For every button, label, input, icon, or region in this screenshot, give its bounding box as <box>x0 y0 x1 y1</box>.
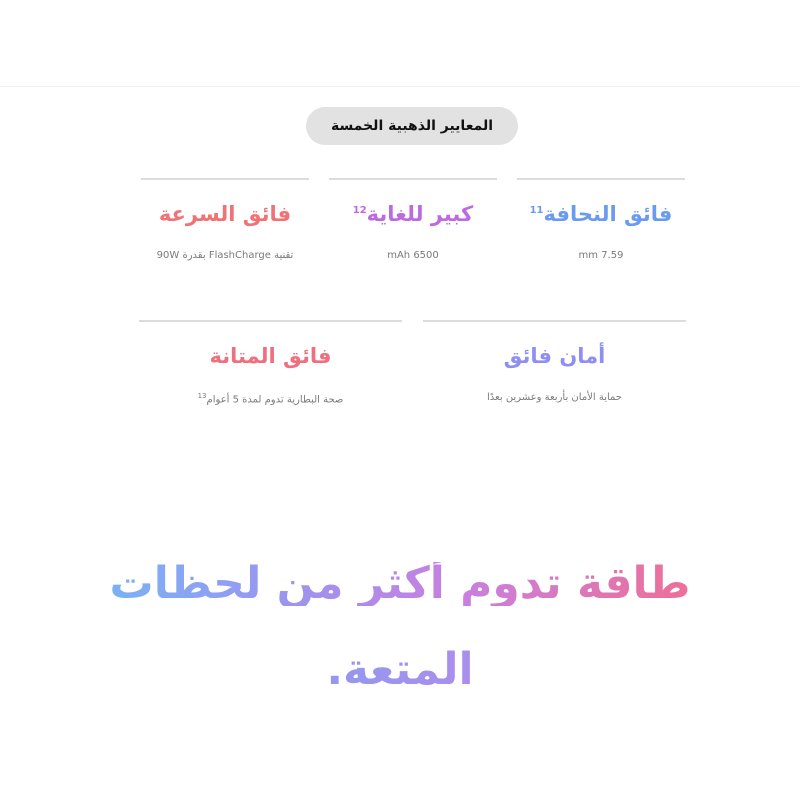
feature-card-ultra-fast <box>141 178 309 280</box>
feature-title: فائق النحافة$^{11}$ <box>529 202 673 226</box>
golden-standards-badge <box>306 107 518 145</box>
headline-line-1: طاقة تدوم أكثر من لحظات <box>100 562 700 606</box>
feature-subtitle: حماية الأمان بأربعة وعشرين بعدًا <box>487 392 622 403</box>
feature-subtitle: mm 7.59 <box>578 250 624 261</box>
feature-card-ultra-durable <box>139 320 402 422</box>
feature-title: فائق المتانة <box>209 344 332 368</box>
feature-title: فائق السرعة <box>158 202 292 226</box>
feature-subtitle: تقنية FlashCharge بقدرة 90W <box>156 250 294 261</box>
headline-line-2: المتعة. <box>100 648 700 692</box>
feature-title: أمان فائق <box>503 344 606 368</box>
top-divider <box>0 86 800 87</box>
feature-subtitle: صحة البطارية تدوم لمدة 5 أعوام$^{13}$ <box>197 392 344 406</box>
feature-card-ultra-thin <box>517 178 685 280</box>
golden-standards-label: المعايير الذهبية الخمسة <box>330 118 494 134</box>
feature-subtitle: mAh 6500 <box>387 250 439 261</box>
feature-card-extra-large <box>329 178 497 280</box>
feature-card-ultra-safe <box>423 320 686 422</box>
feature-title: كبير للغاية$^{12}$ <box>352 202 474 226</box>
